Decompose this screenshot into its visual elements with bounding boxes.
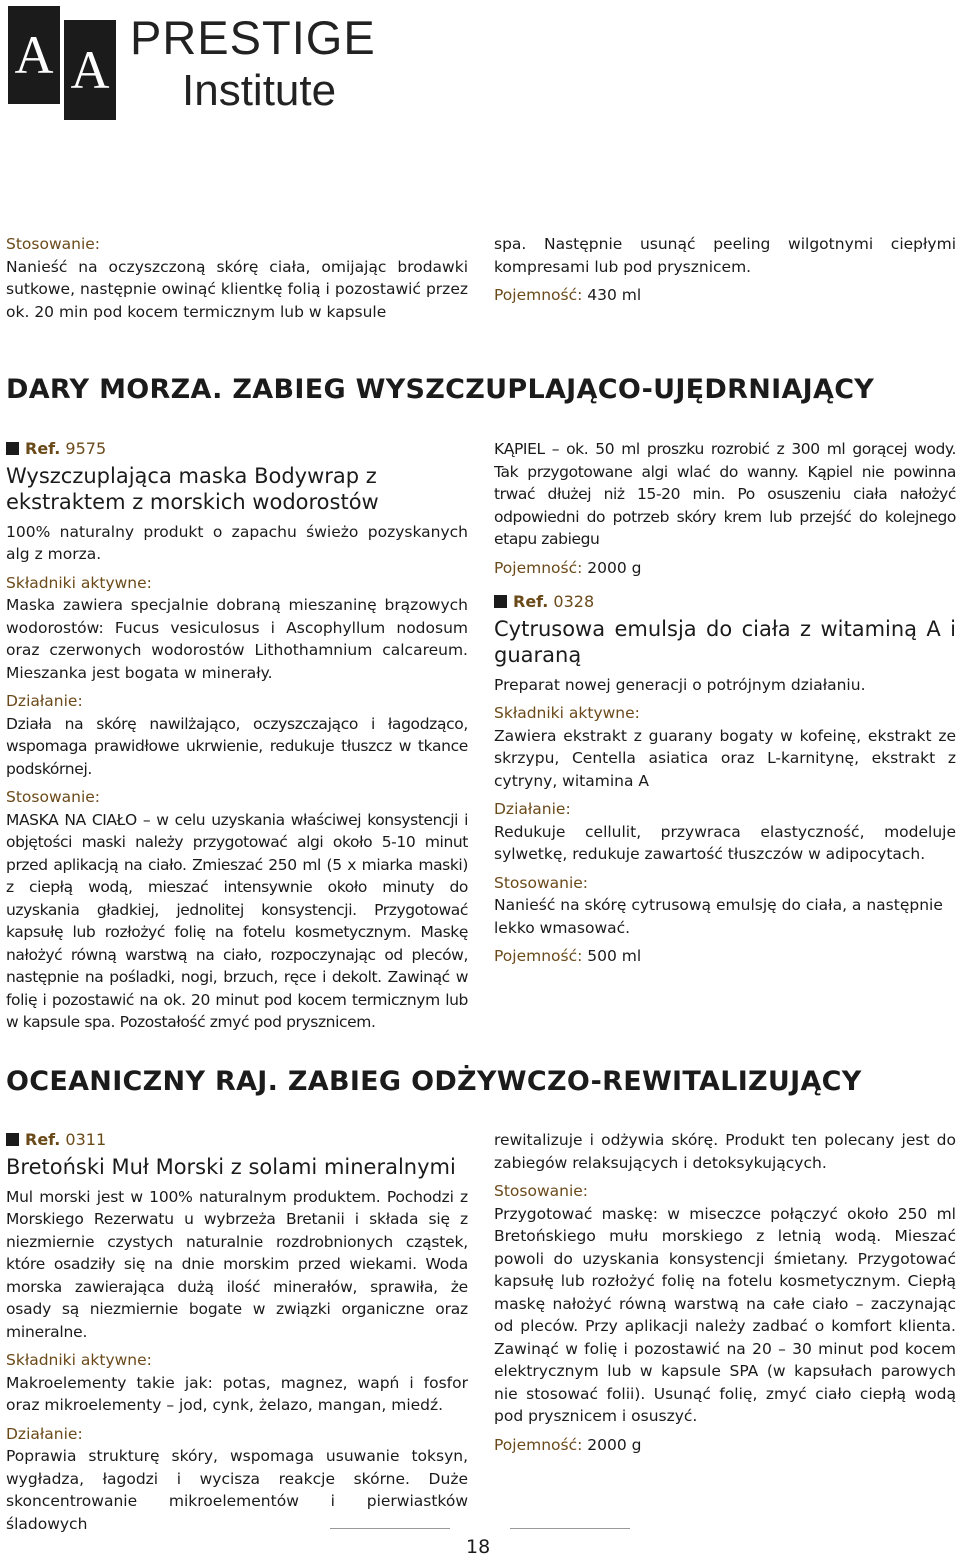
logo-word-institute: Institute bbox=[182, 66, 337, 115]
capacity-value: 2000 g bbox=[582, 1435, 642, 1454]
action-text: Redukuje cellulit, przywraca elastyczność, modeluje sylwetkę, redukuje zawartość tłuszczów w adipocytach. bbox=[494, 822, 956, 863]
logo-word-prestige: PRESTIGE bbox=[130, 11, 376, 64]
ingredients-text: Makroelementy takie jak: potas, magnez, wapń i fosfor oraz mikroelementy – jod, cynk, żelazo, mangan, miedź. bbox=[6, 1373, 468, 1414]
product-0311 bbox=[6, 1129, 468, 1535]
ingredients-label: Składniki aktywne: bbox=[494, 704, 640, 722]
logo-letter-a1: A bbox=[8, 6, 60, 104]
usage-text: MASKA NA CIAŁO – w celu uzyskania właściwej konsystencji i objętości maski należy przygotować algi około 5-10 minut przed aplikacją na ciało. Zmieszać 250 ml (5 x miarka maski) z ciepłą wodą, mieszać intensywnie około minuty do uzyskania gładkiej, jednolitej konsystencji. Przygotować kapsułę lub rozłożyć folię na fotelu kosmetycznym. Maskę nałożyć równą warstwą na ciało, rozpoczynając od pleców, następnie na pośladki, nogi, brzuch, ręce i dekolt. Zawinąć w folię i pozostawić na ok. 20 minut pod kocem termicznym lub w kapsule spa. Pozostałość zmyć pod prysznicem. bbox=[6, 810, 468, 1031]
product-title: Wyszczuplająca maska Bodywrap z ekstraktem z morskich wodorostów bbox=[6, 463, 379, 514]
capacity-value: 2000 g bbox=[582, 558, 642, 577]
top-right-block bbox=[494, 233, 956, 307]
capacity-label: Pojemność: bbox=[494, 947, 583, 965]
logo-letter-a2: A bbox=[64, 20, 116, 120]
usage-label: Stosowanie: bbox=[494, 873, 589, 892]
product-0311-continued bbox=[494, 1129, 956, 1456]
usage-text: Nanieść na skórę cytrusową emulsję do ciała, a następnie lekko wmasować. bbox=[494, 896, 943, 937]
ref-label: Ref. bbox=[25, 1130, 61, 1149]
section-heading-oceaniczny-raj: OCEANICZNY RAJ. ZABIEG ODŻYWCZO-REWITALIZUJĄCY bbox=[6, 1066, 862, 1097]
product-intro: Preparat nowej generacji o potrójnym działaniu. bbox=[494, 675, 866, 694]
action-label: Działanie: bbox=[494, 800, 571, 818]
product-intro: 100% naturalny produkt o zapachu świeżo pozyskanych alg z morza. bbox=[6, 522, 468, 563]
logo-mark bbox=[8, 6, 116, 120]
ingredients-label: Składniki aktywne: bbox=[6, 1351, 152, 1369]
ingredients-text: Zawiera ekstrakt z guarany bogaty w kofeinę, ekstrakt ze skrzypu, Centella asiatica oraz L-karnitynę, ekstrakt z cytryny, witamina A bbox=[494, 726, 956, 790]
square-bullet-icon bbox=[494, 595, 507, 608]
ingredients-label: Składniki aktywne: bbox=[6, 573, 152, 592]
top-capacity-label: Pojemność: bbox=[494, 286, 583, 304]
ref-line bbox=[6, 438, 468, 461]
capacity-label: Pojemność: bbox=[494, 1435, 583, 1454]
ingredients-text: Maska zawiera specjalnie dobraną mieszaninę brązowych wodorostów: Fucus vesiculosus i Ascophyllum nodosum oraz czerwonych wodorostów Lithothamnium calcareum. Mieszanka jest bogata w minerały. bbox=[6, 596, 468, 682]
ref-number: 0328 bbox=[548, 592, 595, 611]
capacity-value: 500 ml bbox=[582, 947, 642, 965]
square-bullet-icon bbox=[6, 1133, 19, 1146]
top-right-text: spa. Następnie usunąć peeling wilgotnymi ciepłymi kompresami lub pod prysznicem. bbox=[494, 235, 956, 276]
logo-words bbox=[130, 11, 376, 115]
product-9575-continued bbox=[494, 438, 956, 968]
ref-line bbox=[494, 591, 956, 614]
product-intro: Mul morski jest w 100% naturalnym produktem. Pochodzi z Morskiego Rezerwatu u wybrzeża Bretanii i składa się z niezmiernie czystych naturalnie rozdrobnionych cząstek, które osadziły się na dnie morskim przed wiekami. Woda morska zawierająca dużą ilość minerałów, sprawiła, że osady są niezmiernie bogate w związki organiczne oraz mineralne. bbox=[6, 1187, 468, 1341]
action-label: Działanie: bbox=[6, 1424, 83, 1443]
brand-logo bbox=[8, 6, 376, 120]
footer-rule-left bbox=[330, 1528, 450, 1529]
square-bullet-icon bbox=[6, 442, 19, 455]
ref-number: 0311 bbox=[60, 1130, 107, 1149]
ref-number: 9575 bbox=[60, 439, 107, 458]
continued-text: rewitalizuje i odżywia skórę. Produkt ten polecany jest do zabiegów relaksujących i detoksykujących. bbox=[494, 1131, 956, 1172]
top-capacity-value: 430 ml bbox=[582, 286, 642, 304]
top-usage-label: Stosowanie: bbox=[6, 235, 101, 253]
ref-label: Ref. bbox=[25, 439, 61, 458]
usage-label: Stosowanie: bbox=[6, 788, 101, 806]
bath-text: KĄPIEL – ok. 50 ml proszku rozrobić z 300 ml gorącej wody. Tak przygotowane algi wlać do wanny. Kąpiel nie powinna trwać dłużej niż 15-20 min. Po osuszeniu ciała nałożyć odpowiedni do potrzeb skóry krem lub przejść do kolejnego etapu zabiegu bbox=[494, 440, 956, 548]
usage-label: Stosowanie: bbox=[494, 1182, 589, 1200]
footer-rule-right bbox=[510, 1528, 630, 1529]
ref-line bbox=[6, 1129, 468, 1152]
page-number: 18 bbox=[466, 1536, 491, 1558]
action-text: Poprawia strukturę skóry, wspomaga usuwanie toksyn, wygładza, łagodzi i wycisza reakcje skórne. Duże skoncentrowanie mikroelementów i pierwiastków śladowych bbox=[6, 1447, 468, 1533]
product-title: Bretoński Muł Morski z solami mineralnymi bbox=[6, 1154, 456, 1179]
product-9575 bbox=[6, 438, 468, 1034]
action-label: Działanie: bbox=[6, 692, 83, 710]
section-heading-dary-morza: DARY MORZA. ZABIEG WYSZCZUPLAJĄCO-UJĘDRNIAJĄCY bbox=[6, 374, 875, 405]
action-text: Działa na skórę nawilżająco, oczyszczająco i łagodząco, wspomaga prawidłowe ukrwienie, redukuje tłuszcz w tkance podskórnej. bbox=[6, 714, 468, 778]
ref-label: Ref. bbox=[513, 592, 549, 611]
capacity-label: Pojemność: bbox=[494, 558, 583, 577]
product-title: Cytrusowa emulsja do ciała z witaminą A i guaraną bbox=[494, 616, 956, 667]
usage-text: Przygotować maskę: w miseczce połączyć około 250 ml Bretońskiego mułu morskiego z letnią wodą. Mieszać powoli do uzyskania konsystencji śmietany. Przygotować kapsułę lub rozłożyć folię na fotelu kosmetycznym. Ciepłą maskę nałożyć równą warstwą na całe ciało – zaczynając od pleców. Przy aplikacji należy zadbać o komfort klienta. Zawinąć w folię i pozostawić na 20 – 30 minut pod kocem elektrycznym lub w kapsule SPA (w kapsułach parowych nie stosować folii). Usunąć folię, zmyć ciało ciepłą wodą pod prysznicem i osuszyć. bbox=[494, 1204, 956, 1425]
page-footer bbox=[330, 1528, 630, 1558]
top-usage-text: Nanieść na oczyszczoną skórę ciała, omijając brodawki sutkowe, następnie owinąć klientkę folią i pozostawić przez ok. 20 min pod kocem termicznym lub w kapsule bbox=[6, 257, 468, 321]
top-left-block bbox=[6, 233, 468, 323]
